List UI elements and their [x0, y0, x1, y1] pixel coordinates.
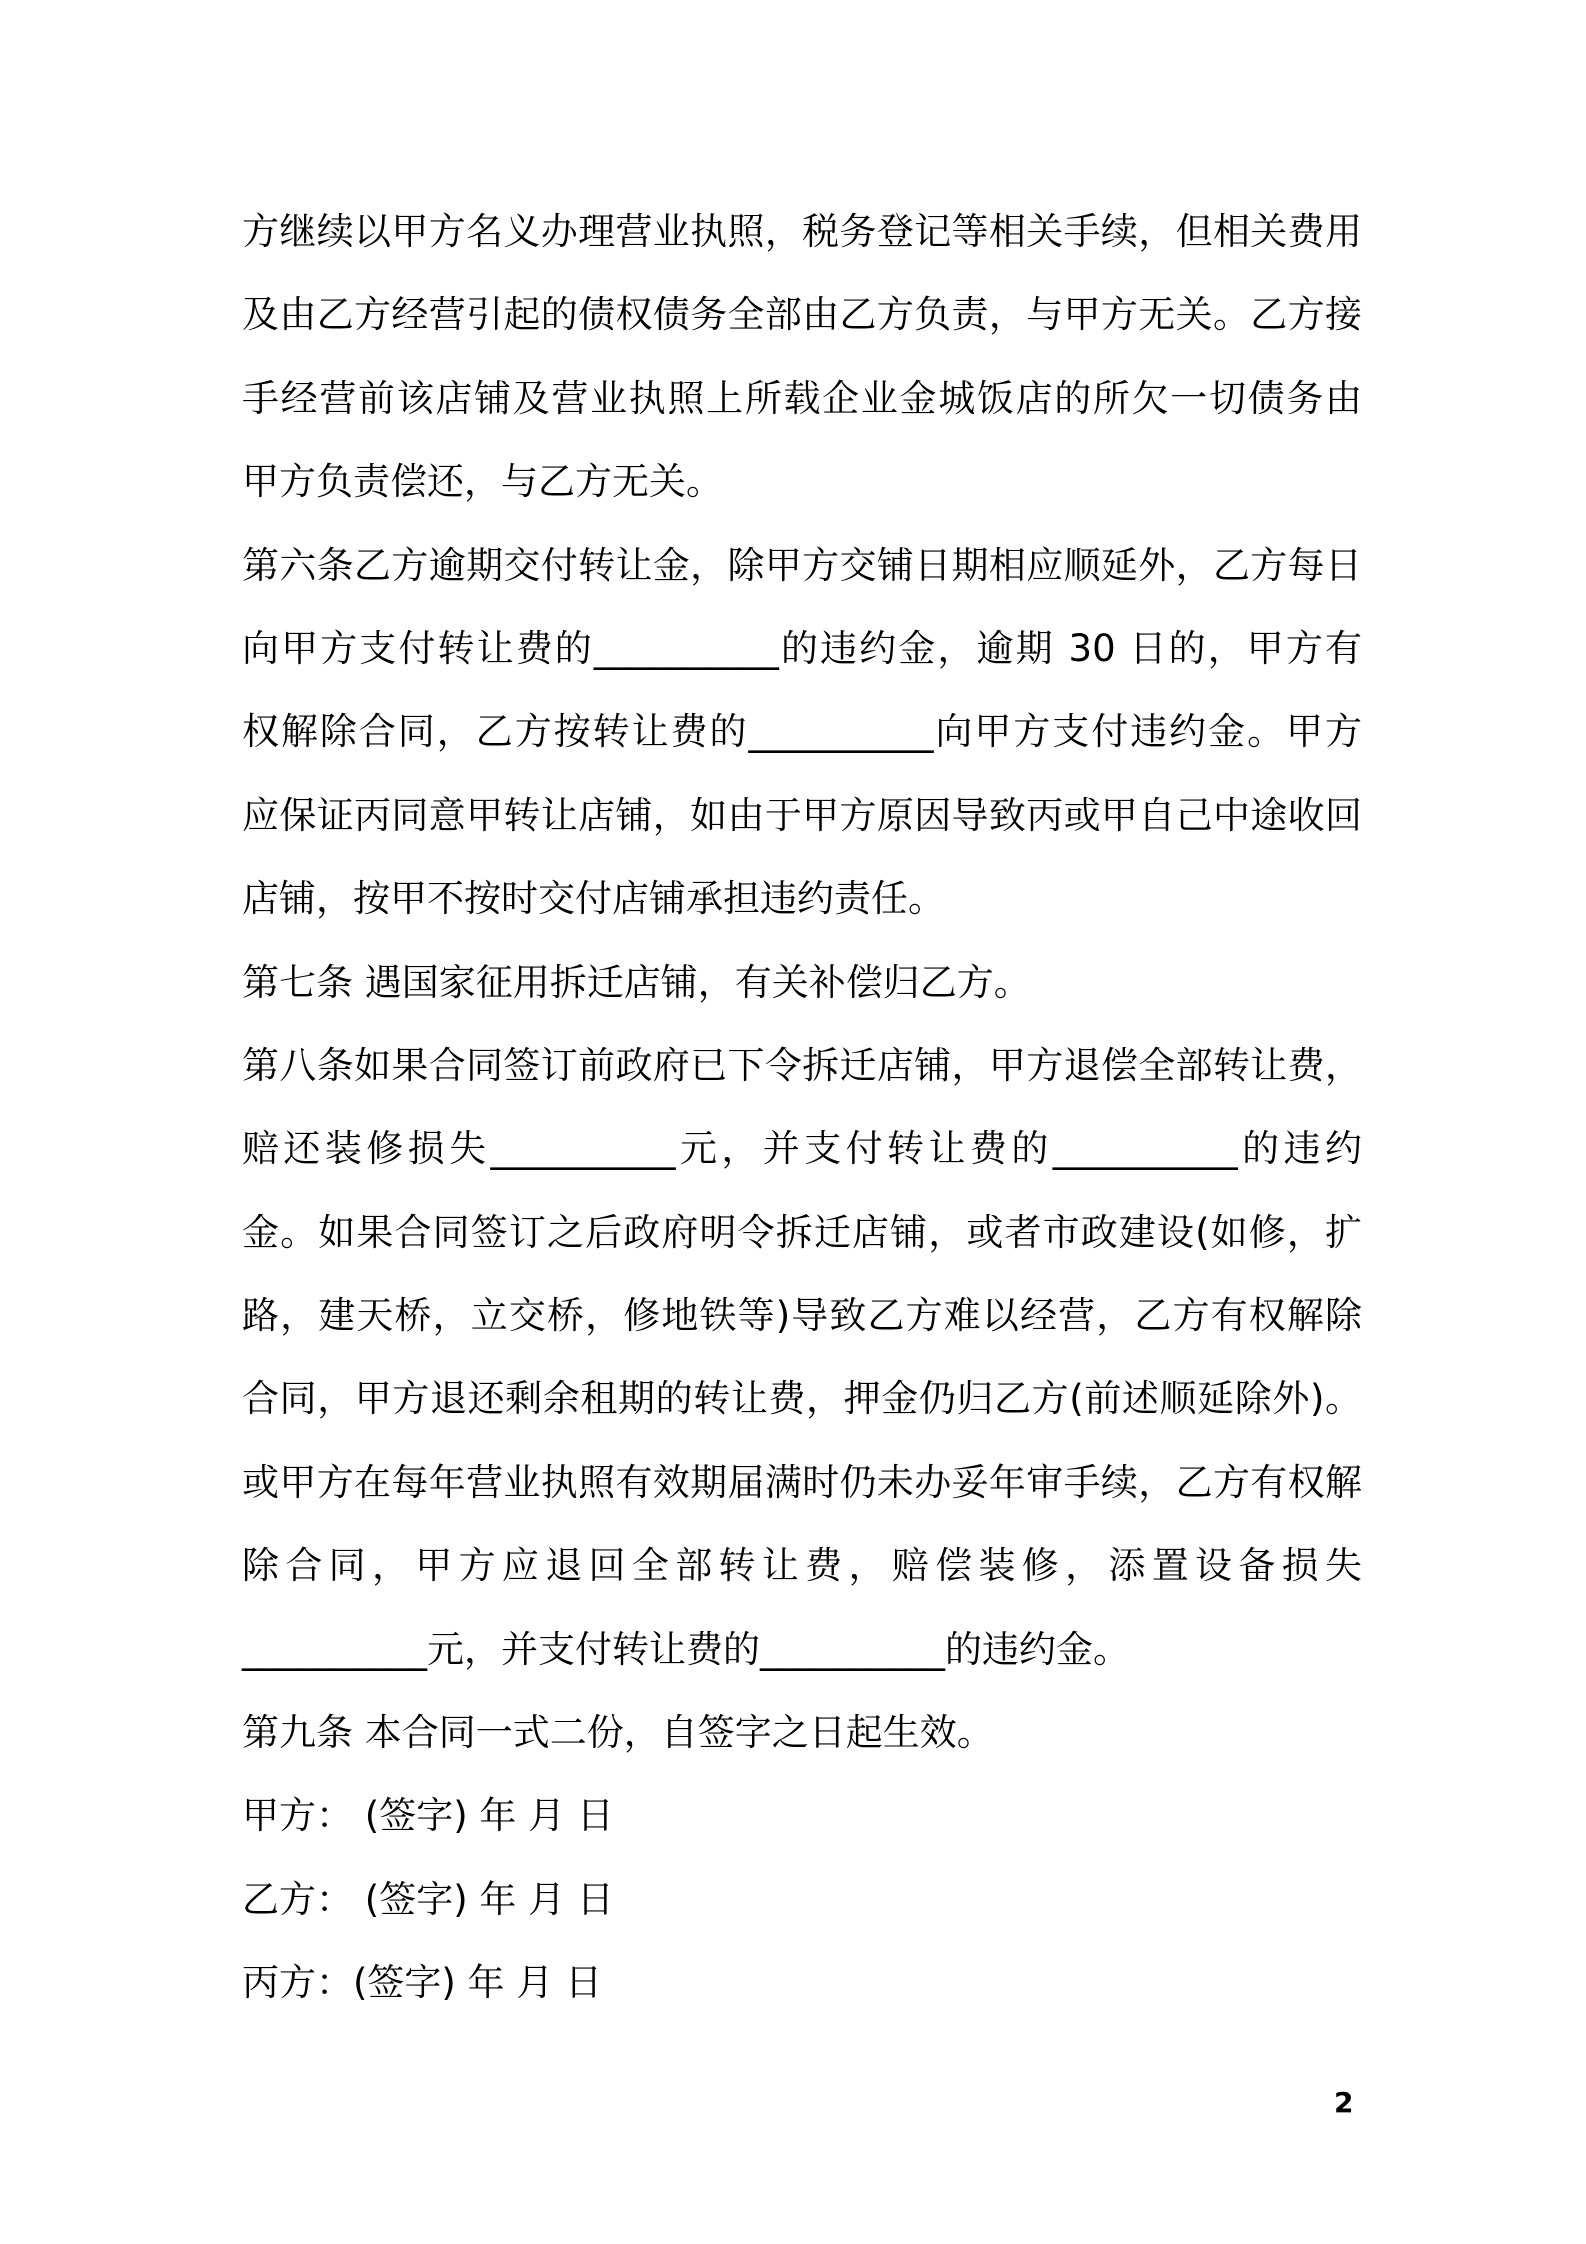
text-line-9: 店铺，按甲不按时交付店铺承担违约责任。 [242, 877, 945, 921]
text-line-1: 方继续以甲方名义办理营业执照，税务登记等相关手续，但相关费用 [242, 210, 1362, 253]
text-line-15: 合同，甲方退还剩余租期的转让费，押金仍归乙方(前述顺延除外)。 [242, 1377, 1362, 1421]
text-line-8: 应保证丙同意甲转让店铺，如由于甲方原因导致丙或甲自己中途收回 [242, 793, 1362, 837]
document-body [242, 190, 1362, 2025]
text-line-5: 第六条乙方逾期交付转让金，除甲方交铺日期相应顺延外，乙方每日 [242, 543, 1362, 587]
text-line-7: 权解除合同，乙方按转让费的__________向甲方支付违约金。甲方 [242, 710, 1362, 754]
text-line-17: 除合同，甲方应退回全部转让费，赔偿装修，添置设备损失 [242, 1544, 1362, 1588]
text-line-3: 手经营前该店铺及营业执照上所载企业金城饭店的所欠一切债务由 [242, 376, 1362, 420]
text-line-4: 甲方负责偿还，与乙方无关。 [242, 460, 723, 504]
text-line-19: 第九条 本合同一式二份，自签字之日起生效。 [242, 1711, 994, 1755]
text-line-14: 路，建天桥，立交桥，修地铁等)导致乙方难以经营，乙方有权解除 [242, 1294, 1362, 1338]
text-line-6: 向甲方支付转让费的__________的违约金，逾期 30 日的，甲方有 [242, 626, 1362, 670]
text-line-21: 乙方： (签字) 年 月 日 [242, 1877, 614, 1921]
text-line-2: 及由乙方经营引起的债权债务全部由乙方负责，与甲方无关。乙方接 [242, 293, 1362, 337]
text-line-10: 第七条 遇国家征用拆迁店铺，有关补偿归乙方。 [242, 960, 1031, 1004]
text-line-18: __________元，并支付转让费的__________的违约金。 [242, 1627, 1130, 1671]
text-line-11: 第八条如果合同签订前政府已下令拆迁店铺，甲方退偿全部转让费， [242, 1043, 1362, 1087]
text-line-13: 金。如果合同签订之后政府明令拆迁店铺，或者市政建设(如修，扩 [242, 1210, 1362, 1254]
text-line-22: 丙方：(签字) 年 月 日 [242, 1961, 603, 2005]
text-line-20: 甲方： (签字) 年 月 日 [242, 1794, 614, 1838]
page-number: 2 [1334, 2086, 1354, 2119]
text-line-16: 或甲方在每年营业执照有效期届满时仍未办妥年审手续，乙方有权解 [242, 1460, 1362, 1504]
text-line-12: 赔还装修损失__________元，并支付转让费的__________的违约 [242, 1127, 1362, 1171]
